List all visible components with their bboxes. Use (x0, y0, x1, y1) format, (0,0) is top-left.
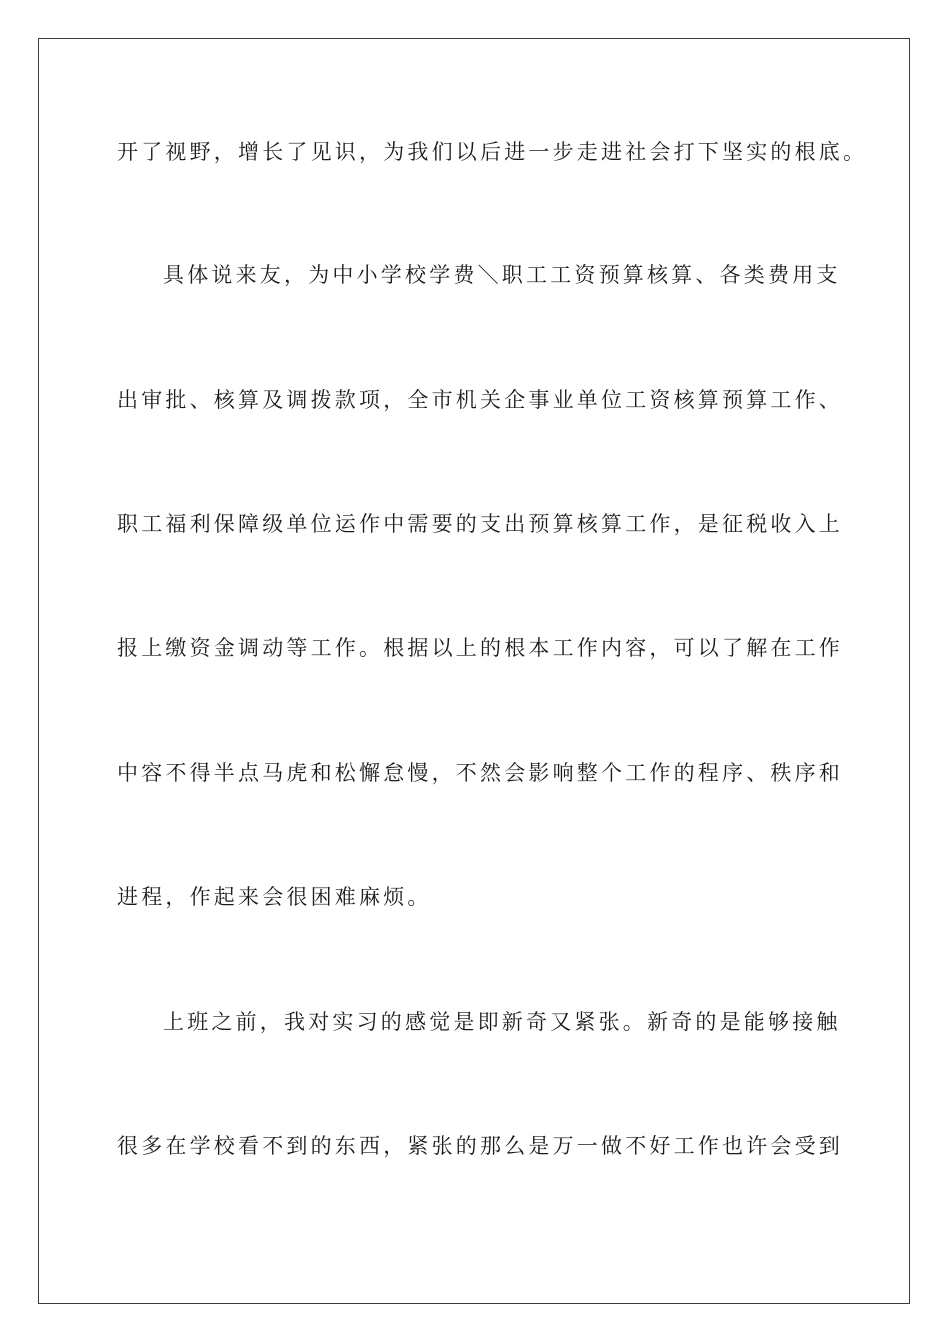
text-line: 报上缴资金调动等工作。根据以上的根本工作内容，可以了解在工作 (117, 636, 843, 660)
text-line: 很多在学校看不到的东西，紧张的那么是万一做不好工作也许会受到 (117, 1134, 843, 1158)
paragraph-start-line: 具体说来友，为中小学校学费＼职工工资预算核算、各类费用支 (163, 263, 841, 287)
paragraph-start-line: 上班之前，我对实习的感觉是即新奇又紧张。新奇的是能够接触 (163, 1010, 841, 1034)
text-line: 出审批、核算及调拨款项，全市机关企事业单位工资核算预算工作、 (117, 388, 843, 412)
text-line: 开了视野，增长了见识，为我们以后进一步走进社会打下坚实的根底。 (117, 140, 868, 164)
text-line: 进程，作起来会很困难麻烦。 (117, 885, 432, 909)
text-line: 职工福利保障级单位运作中需要的支出预算核算工作，是征税收入上 (117, 512, 843, 536)
text-line: 中容不得半点马虎和松懈怠慢，不然会影响整个工作的程序、秩序和 (117, 761, 843, 785)
page-border (38, 38, 910, 1304)
